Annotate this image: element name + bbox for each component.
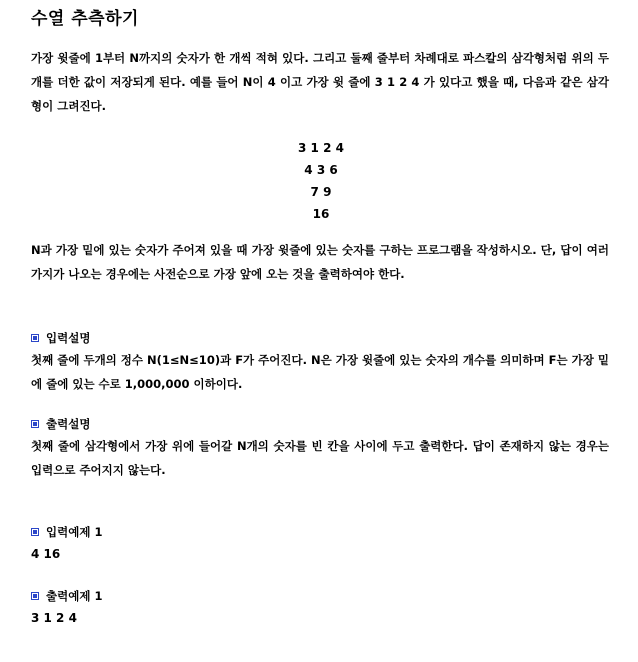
output-example-section xyxy=(31,586,609,630)
square-bullet-icon xyxy=(31,334,39,342)
square-bullet-icon xyxy=(31,592,39,600)
square-bullet-icon xyxy=(31,420,39,428)
triangle-row-3: 7 9 xyxy=(310,185,332,199)
input-example-title: 입력예제 1 xyxy=(46,525,103,539)
output-description-title: 출력설명 xyxy=(46,417,91,431)
input-description-section xyxy=(31,328,609,396)
input-description-body: 첫째 줄에 두개의 정수 N(1≤N≤10)과 F가 주어진다. N은 가장 윗줄에 있는 숫자의 개수를 의미하며 F는 가장 밑에 줄에 있는 수로 1,000,000 이하이다. xyxy=(31,353,609,391)
triangle-row-4: 16 xyxy=(312,207,330,221)
output-description-section xyxy=(31,414,609,482)
input-example-value: 4 16 xyxy=(31,547,61,561)
triangle-row-1: 3 1 2 4 xyxy=(298,141,344,155)
output-description-body: 첫째 줄에 삼각형에서 가장 위에 들어갈 N개의 숫자를 빈 칸을 사이에 두고 출력한다. 답이 존재하지 않는 경우는 입력으로 주어지지 않는다. xyxy=(31,439,609,477)
task-paragraph: N과 가장 밑에 있는 숫자가 주어져 있을 때 가장 윗줄에 있는 숫자를 구하는 프로그램을 작성하시오. 단, 답이 여러가지가 나오는 경우에는 사전순으로 가장 앞에 오는 것을 출력하여야 한다. xyxy=(31,243,609,281)
input-description-heading xyxy=(31,328,609,348)
page-title: 수열 추측하기 xyxy=(31,9,139,29)
pascal-triangle-example xyxy=(221,137,421,225)
output-description-heading xyxy=(31,414,609,434)
output-example-heading xyxy=(31,586,609,606)
input-description-title: 입력설명 xyxy=(46,331,91,345)
intro-paragraph: 가장 윗줄에 1부터 N까지의 숫자가 한 개씩 적혀 있다. 그리고 둘째 줄부터 차례대로 파스칼의 삼각형처럼 위의 두개를 더한 값이 저장되게 된다. 예를 들어 N이 4 이고 가장 윗 줄에 3 1 2 4 가 있다고 했을 때, 다음과 같은 삼각형이 그려진다. xyxy=(31,51,609,113)
input-example-heading xyxy=(31,522,609,542)
output-example-title: 출력예제 1 xyxy=(46,589,103,603)
output-example-value: 3 1 2 4 xyxy=(31,611,77,625)
input-example-section xyxy=(31,522,609,566)
square-bullet-icon xyxy=(31,528,39,536)
triangle-row-2: 4 3 6 xyxy=(304,163,338,177)
